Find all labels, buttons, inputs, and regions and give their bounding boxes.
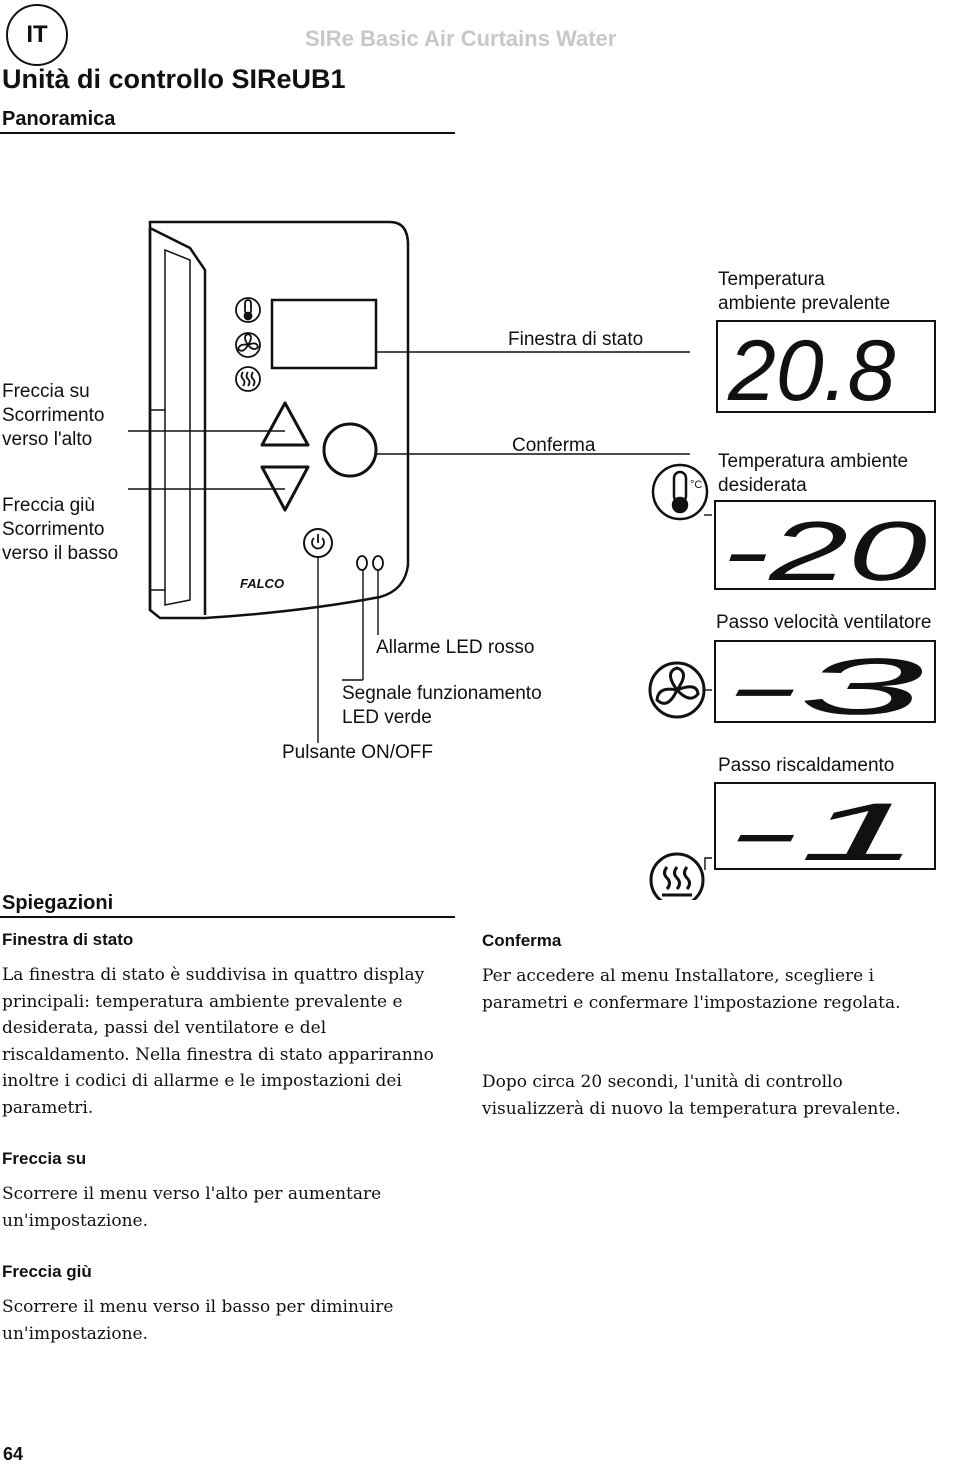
display-heat-step-value: -1 <box>726 787 921 868</box>
power-button[interactable] <box>304 529 332 557</box>
callout-arrow-down-line3: verso il basso <box>2 543 119 564</box>
thermometer-large-icon <box>653 465 707 519</box>
callout-set-temp-line2: desiderata <box>718 475 807 496</box>
callout-set-temp <box>718 450 908 498</box>
confirm-text-1: Per accedere al menu Installatore, scegliere i parametri e confermare l'impostazione regolata. <box>482 966 901 1013</box>
explanations-rule <box>0 916 455 918</box>
page-number: 64 <box>3 1444 24 1464</box>
callout-status-window: Finestra di stato <box>508 329 644 350</box>
callout-arrow-up-line1: Freccia su <box>2 381 90 402</box>
alarm-led-red <box>373 556 383 570</box>
heating-large-icon <box>651 854 703 900</box>
series-title: SIRe Basic Air Curtains Water <box>305 26 617 51</box>
display-fan-step <box>714 640 936 723</box>
callout-arrow-up-line2: Scorrimento <box>2 405 105 426</box>
callout-fan-step: Passo velocità ventilatore <box>716 612 932 633</box>
explanations-title: Spiegazioni <box>2 892 114 914</box>
display-set-temp <box>714 500 936 590</box>
confirm-text-2: Dopo circa 20 secondi, l'unità di controllo visualizzerà di nuovo la temperatura prevalente. <box>482 1072 901 1119</box>
display-current-temp-segments <box>718 322 934 411</box>
callout-run-led <box>342 682 542 730</box>
confirm-heading: Conferma <box>482 931 562 950</box>
arrow-down-heading: Freccia giù <box>2 1262 92 1281</box>
arrow-up-text: Scorrere il menu verso l'alto per aumentare un'impostazione. <box>2 1184 382 1231</box>
display-set-temp-value: -20 <box>722 504 928 588</box>
display-current-temp <box>716 320 936 413</box>
callout-current-temp-line2: ambiente prevalente <box>718 293 891 314</box>
display-fan-step-segments <box>716 642 934 721</box>
confirm-button[interactable] <box>324 424 376 476</box>
brand-logo: FALCO <box>240 576 285 591</box>
celsius-symbol: °C <box>690 479 703 491</box>
callout-confirm: Conferma <box>512 435 596 456</box>
callout-arrow-up <box>2 380 104 452</box>
display-heat-step <box>714 782 936 870</box>
display-heat-step-segments <box>716 784 934 868</box>
callout-arrow-down-line2: Scorrimento <box>2 519 105 540</box>
callout-set-temp-line1: Temperatura ambiente <box>718 451 909 472</box>
status-window-heading: Finestra di stato <box>2 930 134 949</box>
callout-arrow-down <box>2 494 118 566</box>
arrow-up-heading: Freccia su <box>2 1149 87 1168</box>
display-fan-step-value: -3 <box>724 642 924 721</box>
callout-run-led-line1: Segnale funzionamento <box>342 683 542 704</box>
display-set-temp-segments <box>716 502 934 588</box>
language-badge: IT <box>6 4 68 66</box>
fan-large-icon <box>650 663 704 717</box>
callout-run-led-line2: LED verde <box>342 707 432 728</box>
page-title: Unità di controllo SIReUB1 <box>2 64 346 94</box>
callout-alarm-led: Allarme LED rosso <box>376 637 535 658</box>
section-overview-title: Panoramica <box>2 108 116 130</box>
callout-power-button: Pulsante ON/OFF <box>282 742 433 763</box>
callout-arrow-up-line3: verso l'alto <box>2 429 93 450</box>
arrow-down-text: Scorrere il menu verso il basso per diminuire un'impostazione. <box>2 1297 394 1344</box>
run-led-green <box>357 556 367 570</box>
callout-arrow-down-line1: Freccia giù <box>2 495 95 516</box>
display-current-temp-value: 20.8 <box>728 323 896 411</box>
status-window-text: La finestra di stato è suddivisa in quattro display principali: temperatura ambiente prevalente e desiderata, passi del ventilatore e del riscaldamento. Nella finestra di stato appariranno inoltre i codici di allarme e le impostazioni dei parametri. <box>2 965 434 1118</box>
callout-current-temp-line1: Temperatura <box>718 269 825 290</box>
callout-current-temp <box>718 268 890 316</box>
callout-heat-step: Passo riscaldamento <box>718 755 895 776</box>
